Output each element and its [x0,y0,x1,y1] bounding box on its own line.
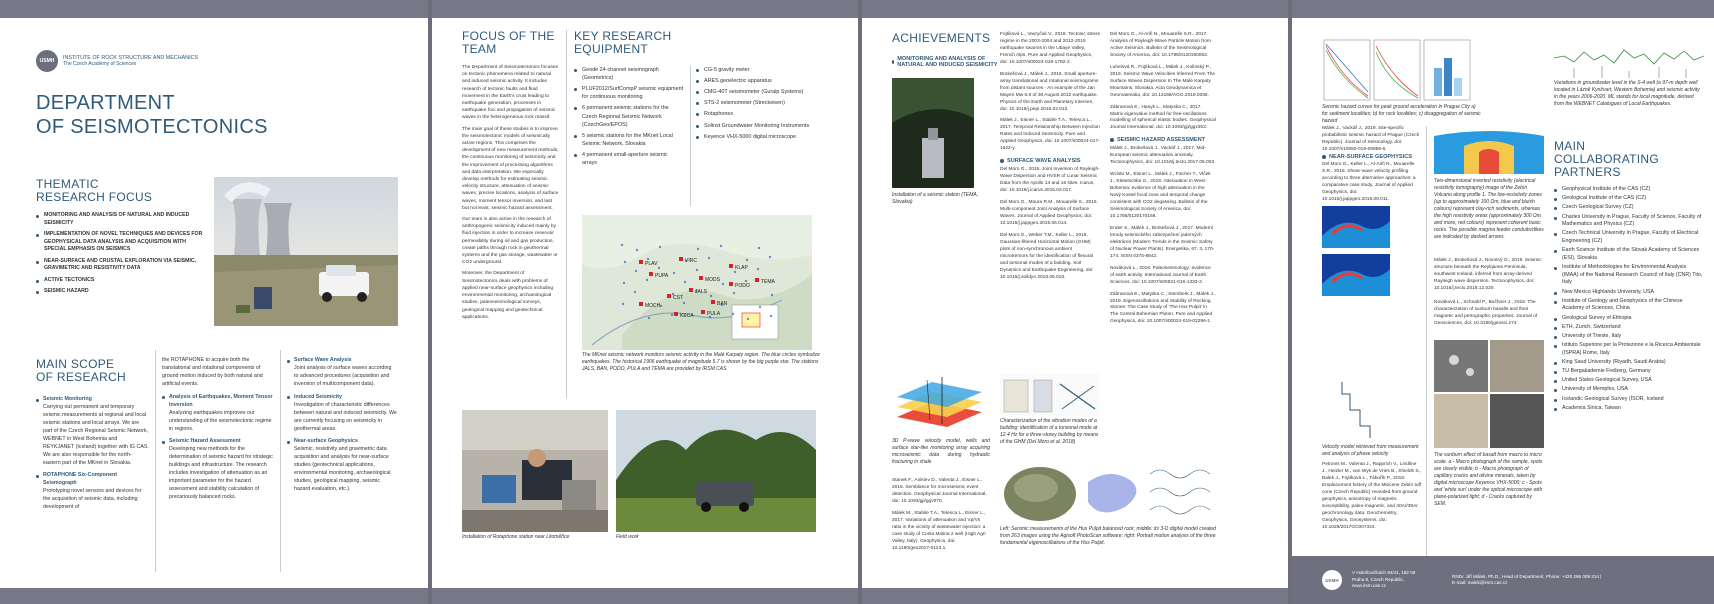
earthquake-dot [636,249,638,251]
field-work-caption: Field work [616,534,639,540]
equipment-list-1 [574,66,684,170]
page-2 [432,0,858,604]
scope-item-body: Prototyping novel sensors and devices for the acquisition of seismic data, including development of [43,488,142,511]
earthquake-dot [722,283,724,285]
partners-title-line-2: COLLABORATING [1554,151,1660,166]
scope-item-body: Joint analysis of surface waves according to advanced procedures (acquisition and inversion of multicomponent data). [294,364,392,387]
ref-near-3: Málek J., Brokešová J., Novotný O., 2019. Seismic structure beneath the Reykjanes Peninsula, southwest Iceland, inferred from array-derived Rayleigh wave dispersion. Tectonophysics, doi: 10.1016/j.tecto.2018.12.020. [1434,258,1542,291]
page-1 [0,0,428,604]
reference: Brokešová J., Málek J., 2016. Small aperture-array translational and rotational seismograms from distant sources - An example of the Jan Mayen Mw 6.8 of 30 August 2012 earthquake. Physics of the Earth and Planetary Interiors, doi: 10.1016/j.pepi.2016.02.013. [1000,71,1099,112]
scope-item-heading: Induced Seismicity [287,394,397,402]
partner-item: University of Trieste, Italy [1554,333,1704,341]
equipment-item: PLUF2012/SurfCompP seismic equipment for continuous monitoring [574,85,684,101]
partner-item: Czech Geological Survey (CZ) [1554,204,1704,212]
scope-column-1 [36,396,149,517]
reference: Málek J., Eisner L., Stabile T.A., Telesca L., 2017. Temporal Relationship Between Injection Rates and Induced Seismicity. Pure and Applied Geophysics, doi: 10.1007/s00024-017-1622-y. [1000,118,1100,152]
bullet-icon [36,399,39,402]
earthquake-dot [646,279,648,281]
focus-text [462,64,560,325]
scope-title-line-2: OF RESEARCH [36,369,126,384]
scope-item-heading: Near-surface Geophysics [287,438,397,446]
station-marker [755,278,759,282]
bottom-bar [0,588,428,604]
earthquake-dot [623,282,625,284]
equipment-item: Geode 24-channel seismograph (Geometrics) [574,66,684,82]
partner-item: King Saud University (Riyadh, Saudi Arabia) [1554,359,1704,367]
thematic-list [36,212,208,300]
station-label: VIRC [685,258,697,264]
scope-item [287,438,397,494]
partner-item: New Mexico Highlands University, USA [1554,289,1704,297]
mknet-map [582,215,812,350]
equipment-item: ARES geoelectric apparatus [696,77,816,85]
partners-title [1554,140,1659,179]
references-column-3 [1110,32,1216,331]
reference: Ender S., Málek J., Brokešová J., 2017. Moderní trendy seismického zabezpečení jaderných elektráren (Modern Trends in the Seismic Safety of Nuclear Power Plants). Energetika, 67, 3, 170-174. ISSN 0375-8842. [1110,225,1215,259]
partner-item: Charles University in Prague, Faculty of Science, Faculty of Mathematics and Physics (CZ) [1554,214,1704,229]
earthquake-dot [771,294,773,296]
station-label: KECA [680,313,694,319]
earthquake-dot [745,280,747,282]
station-marker [674,312,678,316]
reference: Luhelová R., Fojtíková L., Málek J., Kolínský P., 2019. Seismic Wave Velocities Inferred From The Surface Waves Dispersion In The Malé Karpaty Mountains, Slovakia. Acta Geodynamica et Geomaterialia, doi: 10.13168/AGG.2019.0038. [1110,64,1216,98]
scope-item-body: Investigation of characteristic differences between natural and induced seismicity. We are currently focusing on seismicity in geothermal areas. [294,401,397,432]
station-label: KLAP [735,265,748,271]
partner-item: Institute of Geology and Geophysics of the Chinese Academy of Sciences, China [1554,298,1704,313]
scope-item [162,357,275,389]
bullet-icon [36,475,39,478]
academy-name: The Czech Academy of Sciences [63,61,137,67]
station-marker [699,276,703,280]
bullet-icon [1322,155,1326,159]
earthquake-dot [733,292,735,294]
partner-item: Geophysical Institute of the CAS (CZ) [1554,186,1704,194]
hus-pulpit-caption: Left: Seismic measurements of the Hus Pulpit balanced rock; middle: its 3-D digital model created from 263 images using the Agisoft PhotoScan software; right: Portrait motion analysis of the three fundamental eigenoscillations of the Hus Pulpit. [1000,526,1216,546]
reference: Wcisło M., Eisner L., Málek J., Fischer T., Vlček J., Kletetschka G., 2018. Attenuation in West-Bohemia: evidence of high attenuation in the Nový Kostel focal zone and temporal change consistent with CO2 degassing. Bulletin of the Seismological Society of America, doi: 10.1785/0120170168. [1110,172,1211,219]
equipment-item: 6 permanent seismic stations for the Czech Regional Seismic Network (CzechGeo/EPOS) [574,104,684,128]
bottom-bar [862,588,1288,604]
resistivity-caption: Two-dimensional inverted resistivity (electrical resistivity tomography) image of the Zebín Volcano along profile 1. The low-resistivity zones (up to approximately 100 Ωm, blue and bluish colours) represent clay-rich sediments, whereas the high resistivity areas (approximately 300 Ωm and more, red colours) represent coherent basic rocks. The possible magma feeder conduits/dikes are indicated by dashed arrows. [1434,178,1544,240]
reference: Fojtíková L., Vavryčuk V., 2018. Tectonic stress regime in the 2003-2004 and 2012-2015 earthquake swarms in the Ubaye Valley, French Alps. Pure and Applied Geophysics, doi: 10.1007/s00024-018-1792-2. [1000,32,1100,65]
hazard-subheading-text: SEISMIC HAZARD ASSESSMENT [1117,137,1206,144]
reference: Del Moro G., Weber T.M., Keller L., 2018. Gaussian-filtered Horizontal Motion (GHM) plots of non-synchronous ambient microtremors for the identification of flexural and torsional modes of a building. Soil Dynamics and Earthquake Engineering, doi: 10.1016/j.soildyn.2018.05.018. [1000,232,1094,280]
top-bar [1292,0,1714,18]
equipment-list-2 [696,66,816,144]
near-surface-subheading-text: NEAR-SURFACE GEOPHYSICS [1329,154,1412,160]
focus-paragraph: The main goal of these studies is to improve the seismotectonic models of seismically active regions. This comprises the development of new measurement methods, the continuous monitoring of seismicity and the improvement of processing algorithms and data interpretation. We especially develop methods for estimating seismic velocity structure, attenuation of seismic waves, precise locations, analysis of surface waves, moment tensor inversion, and last but not least, seismic hazard assessment. [462,126,559,211]
footer-address: V Holešovičkách 94/41, 182 09 Praha 8, Czech Republic, www.irsm.cas.cz [1352,570,1416,589]
station-marker [711,300,715,304]
resistivity-figure [1434,126,1544,174]
basalt-figure [1434,340,1544,448]
scope-item-body: Carrying out permanent and temporary seismic measurements at regional and local seismic stations and local arrays. We are part of the Czech Regional Seismic Network, WEBNET in West Bohemia and REYKJANET (Iceland) together with IG CAS. We are also responsible for the north-eastern part of the MKnet in Slovakia. [43,403,149,466]
partner-item: United States Geological Survey, USA [1554,377,1704,385]
station-label: PULA [707,311,721,317]
equipment-title [574,30,671,56]
scope-column-2 [162,357,275,507]
partners-list [1554,186,1704,414]
title-line-1: DEPARTMENT [36,92,175,114]
thematic-item: SEISMIC HAZARD [36,288,208,296]
equipment-item: Rotaphones [696,110,816,118]
reference: Málek M., Stabile T.A., Telesca L., Eisner L., 2017. Variations of attenuation and Vp/Vs ratio in the vicinity of wastewater injection: a case study of Costa Molina 2 well (High Agri Valley, Italy). Geophysics, doi: 10.1190/geo2017-0123.1. [892,510,986,551]
bullet-icon [287,396,290,399]
building-caption: Characterization of the vibration modes of a building: identification of a torsional mode at 12.4 Hz for a three-storey building by means of the GHM (Del Moro et al. 2018) [1000,418,1099,445]
footer-contact: RNDr. Jiří Málek, Ph.D., Head of Department, Phone: +420 266 009 314 | E-mail: malek@irsm.cas.cz [1452,573,1602,585]
velocity-model-chart [892,372,987,437]
ref-near-4: Nováková L., Schnabl P., Bučhner J., 2018. The characterization of sunburn basalts and their magnetic and petrographic properties. Journal of Geosciences, doi: 10.3190/jgeosci.274. [1434,300,1538,326]
page-4 [1292,0,1714,604]
building-figure [1000,374,1100,416]
monitoring-subheading-text: MONITORING AND ANALYSIS OF NATURAL AND INDUCED SEISMICITY [897,56,998,68]
thematic-item: MONITORING AND ANALYSIS OF NATURAL AND INDUCED SEISMICITY [36,212,208,227]
bullet-icon [1000,159,1004,163]
reference: Nováková L., 2016. Paleoseismology: evidence of earth activity. International Journal of Earth Sciences, doi: 10.1007/s00531-016-1333-2. [1110,265,1211,285]
earthquake-dot [746,259,748,261]
equipment-title-line-2: EQUIPMENT [574,41,649,56]
scope-item [162,394,275,434]
scope-title [36,358,126,384]
earthquake-dot [734,271,736,273]
station-caption: Installation of a seismic station (TEMA, Slovakia) [892,192,979,205]
earthquake-dot [697,248,699,250]
thematic-item: IMPLEMENTATION OF NOVEL TECHNIQUES AND DEVICES FOR GEOPHYSICAL DATA ANALYSIS AND ACQUISITION WITH SPECIAL EMPHASIS ON SEISMICS [36,231,208,254]
earthquake-dot [658,267,660,269]
scope-item-body: Analyzing earthquakes improves our understanding of the seismotectonic regime in regions. [169,409,272,432]
footer [1292,556,1714,604]
earthquake-dot [770,315,772,317]
velocity-model-caption: 3D P-wave velocity model, wells and surface star-like monitoring array acquiring microseismic data during hydraulic fracturing in shale [892,438,990,465]
partners-title-line-3: PARTNERS [1554,164,1621,179]
earthquake-dot [634,291,636,293]
rotaphone-photo [462,410,608,532]
earthquake-dot [635,270,637,272]
partner-item: Institute of Methodologies for Environmental Analysis (IMAA) of the National Research Council of Italy (CNR) Tito, Italy [1554,264,1704,287]
equipment-item: 4 permanent small-aperture seismic arrays [574,151,684,167]
groundwater-figure [1554,38,1704,78]
top-bar [0,0,428,18]
thematic-title [36,178,152,204]
earthquake-dot [673,272,675,274]
earthquake-dot [622,303,624,305]
station-marker [679,257,683,261]
hus-pulpit-figure [1000,462,1218,524]
focus-paragraph: Our team is also active in the research of anthropogenic seismicity induced mainly by fluid injection in order to increase reservoir permeability during oil and gas production, create paths through rock in geothermal systems and the gas storage, wastewater or CO2 underground. [462,217,558,266]
hazard-subheading [1110,137,1216,143]
reference: Stanek F., Anikiev D., Valenta J., Eisner L., 2015. Semblance for microseismic event detection. Geophysical Journal International, doi: 10.1093/gji/ggv070. [892,478,987,504]
focus-paragraph: Moreover, the Department of Seismotectonics deals with problems of applied near-surface geophysics including environmental monitoring, archaeological studies, paleoseismological surveys, geological mapping and geotechnical applications. [462,271,554,320]
scope-item [36,472,149,512]
scope-item-heading: ROTAPHONE Six-Component Seismograph [36,472,149,488]
focus-paragraph: The Department of Seismotectonics focuses on tectonic phenomena related to natural and induced seismic activity. It includes research of tectonic faults and fluid movement in the Earth's crust leading to earthquake generation, processes in earthquake foci and propagation of seismic waves in the heterogeneous rock massif. [462,65,558,121]
power-plant-photo [214,177,398,326]
title-line-2: OF SEISMOTECTONICS [36,115,268,138]
equipment-item: STS-2 seismometer (Streckeisen) [696,99,816,107]
map-caption: The MKnet seismic network monitors seismic activity in the Malé Karpaty region. The blue circles symbolize earthquakes. The historical 1906 earthquake of magnitude 5.7 is shown by the big purple star. The stations JALS, BAN, PODO, PULA and TEMA are provided by IRSM CAS. [582,352,820,372]
basalt-caption: The sunburn effect of basalt from macro to micro scale. a - Macro photograph of the sample, spots are clearly visible; b - Macro photograph of capillary cracks and olivine minerals, taken by digital microscope Keyence VHX-5000; c - Spots and 'white sun' under the optical microscope with plane-polarized light; d - Cracks captured by SEM. [1434,452,1543,507]
field-work-photo [616,410,816,532]
station-label: JALS [695,289,707,295]
velocity-profile-figure [1322,380,1382,440]
references-column-2 [1000,32,1100,287]
bullet-icon [162,396,165,399]
thematic-item: ACTIVE TECTONICS [36,277,208,285]
hazard-caption: Seismic hazard curves for peak ground acceleration in Prague City a) for sediment localities; b) for rock localities; c) disaggregation of seismic hazard [1322,104,1481,124]
scope-item-body: the ROTAPHONE to acquire both the translational and rotational components of ground motion induced by both natural and artificial events. [162,357,263,387]
station-marker [701,310,705,314]
top-bar [432,0,858,18]
equipment-item: Keyence VHX-5000 digital microscope [696,133,816,141]
reference: Del Moro G., 2015. Joint Inversion of Rayleigh-Wave Dispersion and HVSR of Lunar Seismic Data from the Apollo 14 and 16 sites. Icarus, doi: 10.1016/j.icarus.2015.03.017. [1000,167,1100,194]
institute-name: INSTITUTE OF ROCK STRUCTURE AND MECHANICS [63,55,199,61]
focus-title [462,30,555,56]
scope-item [36,396,149,467]
earthquake-dot [647,258,649,260]
partner-item: Icelandic Geological Survey (ÍSOR, Iceland [1554,396,1704,404]
earthquake-dot [683,302,685,304]
scope-item-heading: Seismic Hazard Assessment [162,438,275,446]
station-label: MODS [705,277,720,283]
station-label: PLAV [645,261,658,267]
footer-logo: USMH [1322,570,1342,590]
equipment-item: CMG-40T seismometer (Guralp Systems) [696,88,816,96]
station-marker [729,264,733,268]
reference: Zábranová E., Hanyk L., Matyska C., 2017. Matrix eigenvalue method for free-oscillations modelling of spherical elastic bodies. Geophysical Journal International, doi: 10.1093/gji/ggx353. [1110,104,1216,131]
hazard-curves-figure [1322,38,1472,102]
earthquake-dot [708,257,710,259]
partner-item: Istituto Superiore per la Protezione e la Ricerca Ambientale (ISPRA) Rome, Italy [1554,342,1704,357]
partner-item: TU Bergakademie Freiberg, Germany [1554,368,1704,376]
earthquake-dot [720,245,722,247]
scope-item-heading: Surface Wave Analysis [287,357,397,365]
partner-item: Geological Institute of the CAS (CZ) [1554,195,1704,203]
institute-logo: USMH [36,50,58,72]
monitoring-subheading [892,56,1002,68]
earthquake-dot [696,269,698,271]
bullet-icon [287,441,290,444]
station-marker [689,288,693,292]
institute-header [36,50,198,72]
focus-title-line-1: FOCUS OF THE [462,29,555,43]
equipment-item: Solinst Groundwater Monitoring Instruments [696,122,816,130]
scope-item-body: Seismic, resistivity and gravimetric data acquisition and analysis for near-surface studies (geotechnical applications, environmental monitoring, archaeological studies, geological mapping, seismic hazard evaluation, etc.). [294,446,391,493]
scope-item-heading: Analysis of Earthquakes, Moment Tensor Inversion [162,394,275,410]
partner-item: Academia Sinica, Taiwan [1554,405,1704,413]
partner-item: Earth Science Institute of the Slovak Academy of Sciences (ESI), Slovakia [1554,247,1704,262]
thematic-title-line-2: RESEARCH FOCUS [36,189,153,204]
near-surface-subheading [1322,154,1432,160]
partners-title-line-1: MAIN [1554,139,1586,153]
earthquake-dot [710,295,712,297]
thematic-title-line-1: THEMATIC [36,177,99,191]
earthquake-dot [747,318,749,320]
bullet-icon [287,360,290,363]
scope-item-heading: Seismic Monitoring [36,396,149,404]
station-label: TEMA [761,279,775,285]
ref-top: Málek J., Vackář J., 2019. Site-specific probabilistic seismic hazard of Prague (Czech Republic). Journal of Seismology, doi: 10.1007/s10950-019-09859-6. [1322,126,1420,152]
equipment-title-line-1: KEY RESEARCH [574,29,672,43]
earthquake-dot [759,306,761,308]
surface-waves-subheading [1000,158,1100,164]
spectra-figure [1322,206,1390,296]
scope-item [162,438,275,502]
station-marker [649,272,653,276]
scope-item-body: Developing new methods for the determination of seismic hazard for strategic buildings and infrastructure. The research includes investigation of attenuation as an important parameter for the hazard assessment and stability calculation of precariously balanced rocks. [169,446,273,500]
station-label: MOCH [645,303,661,309]
reference: Zábranová E., Matyska C., Stemberk J., Málek J., 2019. Eigenoscillations and Stability of Rocking Stones: The Case Study of 'The Hus Pulpit' in The Central Bohemian Pluton. Pure and Applied Geophysics, doi: 10.1007/s00024-019-02296-z. [1110,291,1216,325]
station-label: PODO [735,283,750,289]
earthquake-dot [684,281,686,283]
equipment-item: CG-5 gravity meter [696,66,816,74]
partner-item: Czech Technical University in Prague, Faculty of Electrical Engineering (CZ) [1554,230,1704,245]
earthquake-dot [659,246,661,248]
achievements-title: ACHIEVEMENTS [892,31,991,45]
focus-title-line-2: TEAM [462,41,497,56]
ref-near-1: Del Moro G., Keller L., Al-Arifi N., Mouarelle S.R., 2016. Shear-wave velocity profiling according to three alternative approaches: a comparative case study. Journal of Applied Geophysics, doi: 10.1016/j.jappgeo.2016.09.011. [1322,162,1416,202]
earthquake-dot [757,268,759,270]
partner-item: ETH, Zurich, Switzerland [1554,324,1704,332]
surface-waves-subheading-text: SURFACE WAVE ANALYSIS [1007,158,1081,165]
reference: Del Moro G., Al-Arifi N., Mouarelle S.R., 2017. Analysis of Rayleigh-Wave Particle Motion from Active Seismics. Bulletin of the Seismological Society of America, doi: 10.1785/0120160063. [1110,32,1211,58]
station-marker [729,282,733,286]
earthquake-dot [732,313,734,315]
seismic-station-photo [892,78,974,188]
page-title [36,92,268,139]
earthquake-dot [671,314,673,316]
groundwater-caption: Variations in groundwater level in the S-4 well (a 97-m depth well located in Lázně Kynžvart, Western Bohemia) and seismic activity in the years 2006-2020. ML stands for local magnitude, derived from the WEBNET Catalogues of Local Earthquakes. [1554,80,1700,107]
ref-near-2: Petronis M., Valenta J., Rapprich V., Lindline J., Heizler M., van Wyk de Vries B., Shields S., Balek J., Fojtíková L., Tábořík P., 2018. Emplacement history of the Miocene Zebín tuff cone (Czech Republic) revealed from ground geophysics, anisotropy of magnetic susceptibility, paleo-magnetic, and 40Ar/39Ar geochronology data. Geochemistry, Geophysics, Geosystems, doi: 10.1029/2017GC007324. [1322,462,1422,530]
reference: Del Moro G., Moura R.M., Mouarelle S., 2015. Multi-component Joint Analysis of Surface Waves. Journal of Applied Geophysics, doi: 10.1016/j.jappgeo.2015.06.014. [1000,200,1098,226]
earthquake-dot [621,244,623,246]
station-label: CST [673,295,683,301]
bottom-bar [432,588,858,604]
scope-item [287,357,397,389]
references-column-1 [892,478,990,558]
scope-title-line-1: MAIN SCOPE [36,357,115,371]
station-marker [667,294,671,298]
station-marker [639,260,643,264]
earthquake-dot [769,256,771,258]
station-label: PUPA [655,273,669,279]
thematic-item: NEAR-SURFACE AND CRUSTAL EXPLORATION VIA SEISMIC, GRAVIMETRIC AND RESISTIVITY DATA [36,258,208,273]
scope-column-3 [287,357,397,499]
scope-item [287,394,397,434]
equipment-item: 5 seismic stations for the MKnet Local Seismic Network, Slovakia [574,132,684,148]
earthquake-dot [624,261,626,263]
bullet-icon [162,441,165,444]
rotaphone-caption: Installation of Rotaphone station near Litoměřice [462,534,570,540]
earthquake-dot [758,247,760,249]
bullet-icon [1110,138,1114,142]
partner-item: Geological Survey of Ethiopia [1554,315,1704,323]
earthquake-dot [648,317,650,319]
reference: Málek J., Brokešová J., Vackář J., 2017. Mid-European seismic attenuation anomaly. Tectonophysics, doi: 10.1016/j.tecto.2017.06.003. [1110,146,1216,166]
partner-item: University of Memphis, USA [1554,386,1704,394]
station-label: BAN [717,301,728,307]
velocity-caption: Velocity model retrieved from measurement and analysis of phase velocity [1322,444,1419,457]
station-marker [639,302,643,306]
bullet-icon [892,60,894,64]
page-3 [862,0,1288,604]
top-bar [862,0,1288,18]
